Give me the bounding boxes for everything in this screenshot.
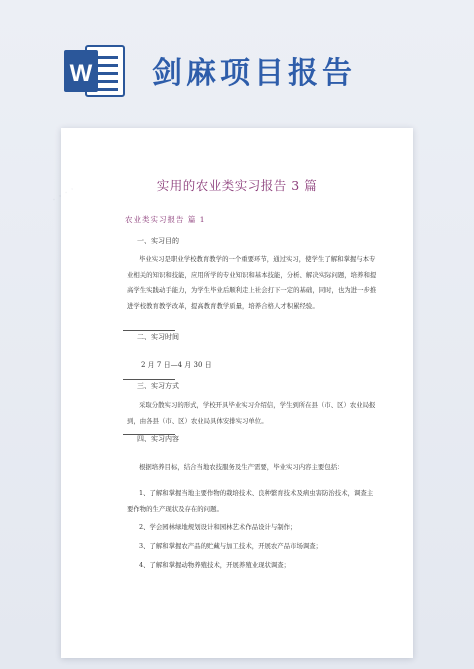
divider — [123, 330, 175, 331]
section-4-heading: 四、实习内容 — [137, 435, 179, 443]
section-1-heading: 一、实习目的 — [137, 237, 179, 245]
word-logo-letter: W — [69, 60, 93, 87]
watermark: · · · · — [49, 182, 78, 207]
banner-title: 剑麻项目报告 — [152, 56, 356, 91]
section-4-item-2: 2、学会园林绿地规划设计和园林艺术作品设计与制作； — [139, 523, 297, 531]
divider — [123, 379, 175, 380]
section-3-heading: 三、实习方式 — [137, 382, 179, 390]
section-2-heading: 二、实习时间 — [137, 333, 179, 341]
document-page — [49, 128, 413, 658]
section-1-text: 毕业实习是职业学校教育教学的一个重要环节，通过实习，使学生了解和掌握与本专业相关的知识和技能，应用所学的专业知识和基本技能，分析、解决实际问题，培养和提高学生实践动手能力，为学生毕业后顺利走上社会打下一定的基础，同时，也为进一步推进学校教育教学改革，提高教育教学质量，培养合格人才积累经验。 — [127, 255, 377, 310]
section-4-intro: 根据培养目标，结合当地农技服务及生产需要，毕业实习内容主要包括： — [139, 463, 344, 471]
document-subtitle: 农业类实习报告 篇 1 — [125, 215, 206, 224]
section-2-text: 2 月 7 日—4 月 30 日 — [141, 361, 212, 369]
section-3-text: 采取分散实习的形式，学校开具毕业实习介绍信，学生到所在县（市、区）农业局报到，由各县（市、区）农业局具体安排实习单位。 — [127, 401, 376, 425]
word-doc-icon — [64, 44, 126, 98]
document-title: 实用的农业类实习报告 3 篇 — [156, 178, 318, 193]
section-4-item-3: 3、了解和掌握农产品的贮藏与加工技术，开展农产品市场调查； — [139, 542, 323, 550]
banner — [0, 0, 474, 108]
section-4-item-1: 1、了解和掌握当地主要作物的栽培技术、良种繁育技术及病虫害防治技术，调查主要作物的生产现状及存在的问题。 — [127, 489, 374, 513]
section-4-item-4: 4、了解和掌握动物养殖技术，开展养殖业现状调查； — [139, 561, 291, 569]
